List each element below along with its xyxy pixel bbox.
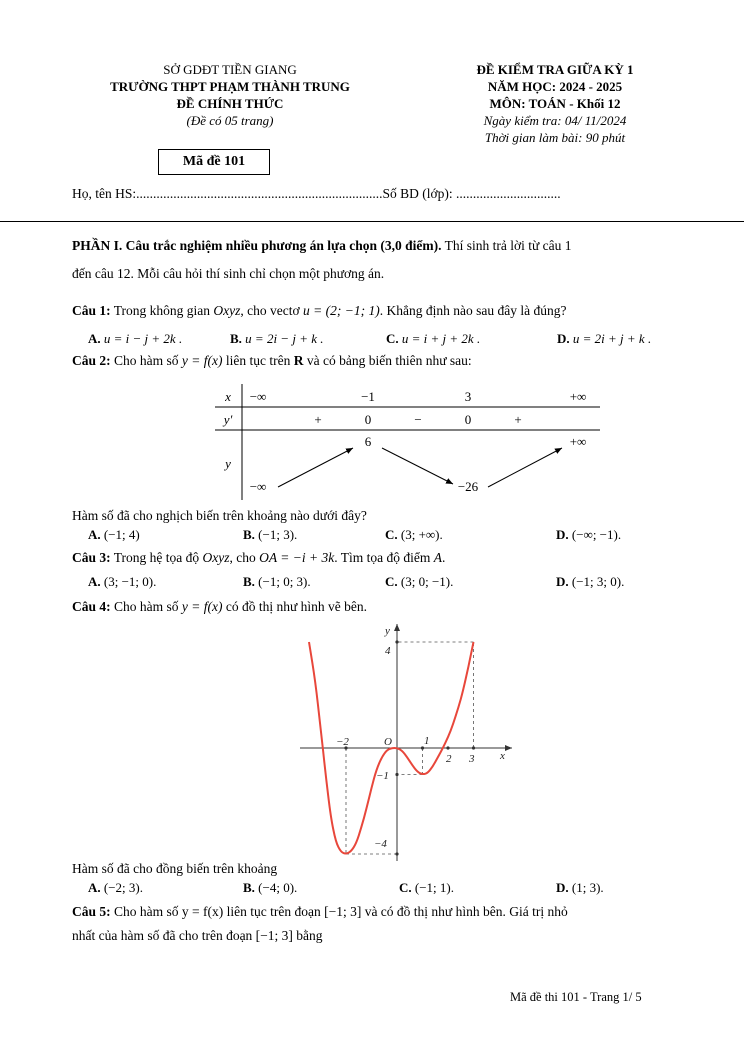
exam-duration: Thời gian làm bài: 90 phút	[484, 130, 626, 145]
q4-question: Hàm số đã cho đồng biến trên khoảng	[72, 861, 278, 876]
q3-text-b: , cho	[229, 550, 256, 565]
q4-label: Câu 4:	[72, 599, 111, 614]
option-text: (3; −1; 0).	[103, 574, 157, 589]
option-label: C.	[385, 527, 398, 542]
option-text: u = 2i + j + k .	[572, 331, 652, 346]
option-text: (−∞; −1).	[571, 527, 622, 542]
q1-text-a: Trong không gian	[113, 303, 211, 318]
student-info-line: Họ, tên HS:.........................................................................Số BD (lớp): ...............................	[72, 186, 561, 201]
exam-title: ĐỀ KIỂM TRA GIỮA KỲ 1	[476, 62, 634, 77]
header-left	[60, 61, 400, 129]
table-y-value: +∞	[569, 434, 587, 449]
option-text: (−1; 1).	[414, 880, 454, 895]
q2-variation-table	[210, 384, 605, 500]
q1-option-d[interactable]	[557, 331, 651, 347]
table-yp-zero: 0	[364, 412, 372, 427]
q5-stem-line1	[72, 904, 568, 920]
exam-code-box: Mã đề 101	[158, 149, 270, 175]
q3-label: Câu 3:	[72, 550, 111, 565]
option-text: (−4; 0).	[258, 880, 298, 895]
q2-text-c: và có bảng biến thiên như sau:	[306, 353, 472, 368]
part1-instruction-1: Thí sinh trả lời từ câu 1	[444, 238, 572, 253]
tick-dot	[395, 773, 398, 776]
option-label: A.	[88, 527, 101, 542]
q1-space: Oxyz	[213, 303, 241, 318]
q3-option-d[interactable]	[556, 574, 624, 590]
table-yp-sign: −	[414, 412, 422, 427]
tick-dot	[472, 746, 475, 749]
option-text: (−2; 3).	[103, 880, 143, 895]
table-x-value: −1	[361, 389, 375, 404]
q2-text-a: Cho hàm số	[114, 353, 179, 368]
q1-label: Câu 1:	[72, 303, 111, 318]
option-label: B.	[243, 880, 255, 895]
q4-text-b: có đồ thị như hình vẽ bên.	[225, 599, 368, 614]
school-year: NĂM HỌC: 2024 - 2025	[487, 79, 623, 94]
q4-option-c[interactable]	[399, 880, 454, 896]
option-text: (3; 0; −1).	[400, 574, 454, 589]
q2-option-b[interactable]	[243, 527, 297, 543]
official-label: ĐỀ CHÍNH THỨC	[176, 96, 284, 111]
option-label: A.	[88, 574, 101, 589]
option-label: D.	[557, 331, 570, 346]
q5-text-line1: Cho hàm số y = f(x) liên tục trên đoạn [−1; 3] và có đồ thị như hình bên. Giá trị nhỏ	[114, 904, 568, 919]
tick-dot	[395, 852, 398, 855]
table-x-label: x	[225, 389, 231, 404]
tick-dot	[446, 746, 449, 749]
option-label: C.	[399, 880, 412, 895]
option-label: D.	[556, 527, 569, 542]
table-x-value: 3	[464, 389, 472, 404]
tick-label-x-3: 3	[469, 753, 475, 765]
q3-stem	[72, 550, 445, 566]
q1-option-c[interactable]	[386, 331, 480, 347]
option-label: A.	[88, 880, 101, 895]
table-yp-sign: +	[314, 412, 322, 427]
tick-label-x-1: 1	[424, 735, 430, 747]
x-axis-label: x	[500, 750, 505, 762]
table-y-value: 6	[364, 434, 372, 449]
tick-label-y-neg1: −1	[376, 770, 389, 782]
option-label: B.	[230, 331, 242, 346]
q1-vector: u = (2; −1; 1)	[303, 303, 380, 318]
page-footer: Mã đề thi 101 - Trang 1/ 5	[510, 990, 642, 1004]
table-yp-sign: +	[514, 412, 522, 427]
q4-option-b[interactable]	[243, 880, 297, 896]
option-text: u = 2i − j + k .	[245, 331, 324, 346]
part1-title: PHẦN I. Câu trắc nghiệm nhiều phương án lựa chọn (3,0 điểm).	[72, 238, 442, 253]
q2-func: y = f(x)	[181, 353, 223, 368]
part1-line1	[72, 238, 572, 254]
option-text: (−1; 4)	[103, 527, 140, 542]
q3-option-c[interactable]	[385, 574, 453, 590]
option-label: C.	[385, 574, 398, 589]
q3-space: Oxyz	[202, 550, 230, 565]
q1-option-b[interactable]	[230, 331, 323, 347]
option-text: (1; 3).	[571, 880, 604, 895]
subject: MÔN: TOÁN - Khối 12	[489, 96, 621, 111]
option-label: D.	[556, 880, 569, 895]
option-text: u = i − j + 2k .	[103, 331, 183, 346]
header-right	[430, 61, 680, 146]
exam-date: Ngày kiểm tra: 04/ 11/2024	[483, 113, 627, 128]
q1-stem	[72, 303, 566, 319]
q2-question: Hàm số đã cho nghịch biến trên khoảng nào dưới đây?	[72, 508, 367, 523]
tick-label-x-2: 2	[446, 753, 452, 765]
part1-instruction-2: đến câu 12. Mỗi câu hỏi thí sinh chỉ chọn một phương án.	[72, 266, 385, 281]
tick-label-x-neg2: −2	[336, 736, 349, 748]
q3-point: A	[433, 550, 442, 565]
q4-option-d[interactable]	[556, 880, 604, 896]
option-label: D.	[556, 574, 569, 589]
q3-option-a[interactable]	[88, 574, 156, 590]
table-x-value: −∞	[249, 389, 267, 404]
header-divider	[0, 221, 744, 222]
q3-text-a: Trong hệ tọa độ	[113, 550, 200, 565]
q4-function-graph	[290, 618, 520, 864]
table-y-label: y	[225, 456, 231, 471]
q4-func: y = f(x)	[181, 599, 223, 614]
q4-option-a[interactable]	[88, 880, 143, 896]
q2-set: R	[293, 353, 304, 368]
q3-option-b[interactable]	[243, 574, 311, 590]
department: SỞ GDĐT TIỀN GIANG	[163, 62, 297, 77]
option-text: (−1; 3).	[258, 527, 298, 542]
q3-vector: OA = −i + 3k	[259, 550, 335, 565]
q5-label: Câu 5:	[72, 904, 111, 919]
school-name: TRƯỜNG THPT PHẠM THÀNH TRUNG	[110, 79, 350, 94]
option-label: C.	[386, 331, 399, 346]
q1-text-c: . Khẳng định nào sau đây là đúng?	[379, 303, 567, 318]
tick-label-y-4: 4	[385, 645, 391, 657]
table-arrows	[278, 448, 562, 487]
table-y-value: −26	[457, 479, 479, 494]
option-text: (−1; 3; 0).	[571, 574, 625, 589]
table-x-value: +∞	[569, 389, 587, 404]
q2-text-b: liên tục trên	[225, 353, 291, 368]
table-y-value: −∞	[249, 479, 267, 494]
option-label: B.	[243, 527, 255, 542]
option-text: (3; +∞).	[400, 527, 443, 542]
table-yp-label: y′	[223, 412, 233, 427]
q2-label: Câu 2:	[72, 353, 111, 368]
q1-option-a[interactable]	[88, 331, 182, 347]
option-text: (−1; 0; 3).	[258, 574, 311, 589]
q2-option-c[interactable]	[385, 527, 443, 543]
q2-option-d[interactable]	[556, 527, 621, 543]
pages-note: (Đề có 05 trang)	[186, 113, 274, 128]
tick-label-y-neg4: −4	[374, 838, 387, 850]
q2-option-a[interactable]	[88, 527, 140, 543]
q4-stem	[72, 599, 367, 615]
origin-label: O	[384, 736, 392, 748]
tick-dot	[395, 640, 398, 643]
y-axis-label: y	[385, 625, 390, 637]
table-yp-zero: 0	[464, 412, 472, 427]
option-label: A.	[88, 331, 101, 346]
q3-text-c: . Tìm tọa độ điểm	[334, 550, 431, 565]
option-text: u = i + j + 2k .	[401, 331, 481, 346]
q3-text-d: .	[442, 550, 446, 565]
q2-stem	[72, 353, 472, 369]
q5-stem-line2: nhất của hàm số đã cho trên đoạn [−1; 3] bằng	[72, 928, 323, 943]
q4-text-a: Cho hàm số	[114, 599, 179, 614]
q1-text-b: , cho vectơ	[240, 303, 300, 318]
option-label: B.	[243, 574, 255, 589]
